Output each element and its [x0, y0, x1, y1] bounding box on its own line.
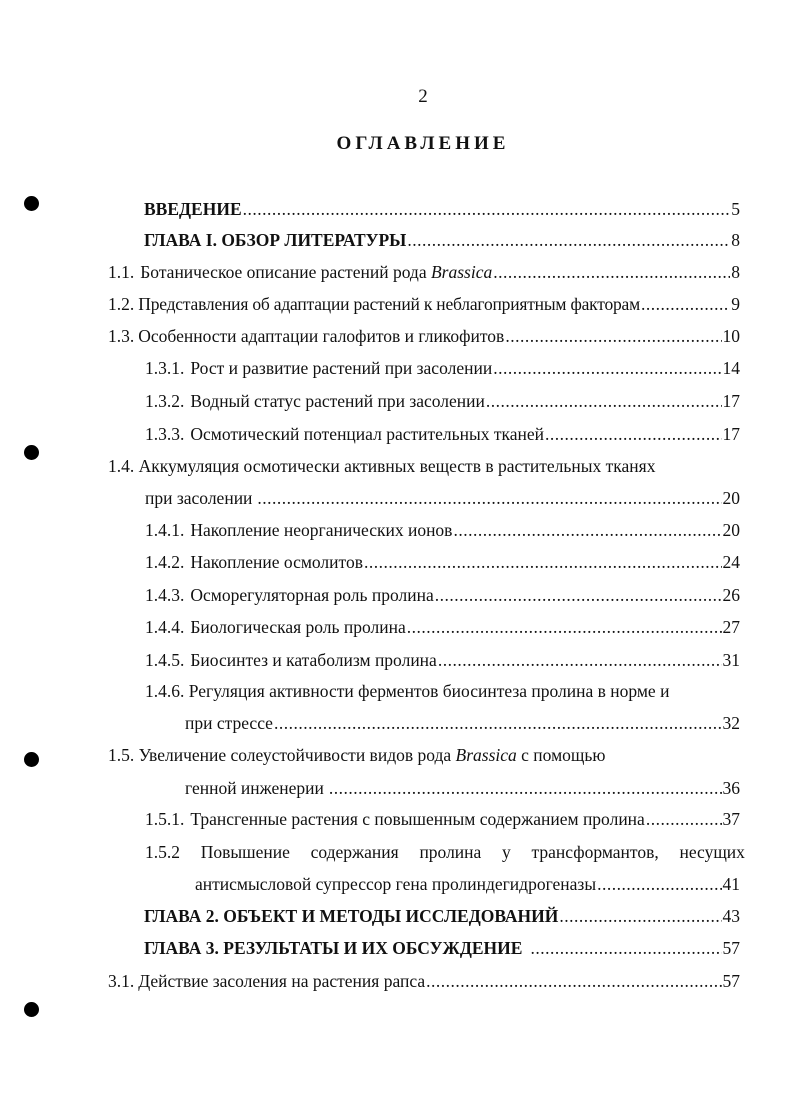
toc-entry-1-3 [108, 325, 740, 347]
toc-entry-word: у [502, 842, 511, 862]
toc-entry-number: 1.2. [108, 294, 135, 314]
toc-entry-text: ГЛАВА I. ОБЗОР ЛИТЕРАТУРЫ [144, 230, 407, 250]
toc-entry-text: ВВЕДЕНИЕ [144, 199, 242, 219]
toc-entry-text: Рост и развитие растений при засолении [190, 358, 493, 378]
toc-entry-1-5-2 [145, 841, 745, 863]
toc-entry-text: Накопление неорганических ионов [190, 520, 453, 540]
toc-entry-text: ГЛАВА 3. РЕЗУЛЬТАТЫ И ИХ ОБСУЖДЕНИЕ [144, 938, 523, 958]
toc-page-number: 14 [722, 358, 740, 378]
dot-leader [435, 584, 722, 606]
toc-page-number: 41 [722, 874, 740, 894]
toc-entry-1-5 [108, 744, 605, 766]
toc-entry-number: 1.3.3. [145, 424, 185, 444]
toc-entry-italic: Brassica [455, 745, 517, 765]
toc-entry-1-4 [108, 455, 655, 477]
dot-leader [530, 937, 721, 959]
toc-page-number: 17 [722, 424, 740, 444]
toc-entry-text: Биологическая роль пролина [190, 617, 406, 637]
toc-entry-word: пролина [419, 842, 482, 862]
toc-entry-1-4-3 [145, 584, 740, 606]
toc-entry-text: Аккумуляция осмотически активных веществ в растительных тканях [138, 456, 656, 476]
toc-entry-number: 1.4.6. [145, 681, 185, 701]
dot-leader [438, 649, 722, 671]
toc-entry-text: Ботаническое описание растений рода [140, 262, 431, 282]
toc-entry-1-4-1 [145, 519, 740, 541]
toc-entry-number: 1.4. [108, 456, 135, 476]
dot-leader [243, 198, 731, 220]
toc-entry-3-1 [108, 970, 740, 992]
dot-leader [641, 293, 730, 315]
toc-entry-1-4-6 [145, 680, 669, 702]
toc-entry-text: Водный статус растений при засолении [190, 391, 485, 411]
toc-entry-1-3-2 [145, 390, 740, 412]
dot-leader [407, 229, 730, 251]
dot-leader [426, 970, 721, 992]
dot-leader [559, 905, 721, 927]
dot-leader [329, 777, 722, 799]
toc-entry-number: 1.4.4. [145, 617, 185, 637]
dot-leader [493, 261, 730, 283]
toc-page-number: 9 [731, 294, 740, 314]
toc-entry-number: 1.1. [108, 262, 135, 282]
binder-hole-2 [24, 445, 39, 460]
toc-entry-1-4-6-continuation [185, 712, 740, 734]
dot-leader [453, 519, 721, 541]
toc-entry-introduction [144, 198, 740, 220]
toc-entry-text: с помощью [516, 745, 606, 765]
dot-leader [493, 357, 721, 379]
toc-entry-text: Регуляция активности ферментов биосинтеза пролина в норме и [188, 681, 670, 701]
dot-leader [545, 423, 721, 445]
toc-entry-word: несущих [679, 842, 745, 862]
toc-entry-1-5-1 [145, 808, 740, 830]
toc-page-number: 5 [731, 199, 740, 219]
toc-entry-number: 1.3. [108, 326, 135, 346]
toc-page-number: 36 [722, 778, 740, 798]
toc-entry-number: 1.5. [108, 745, 135, 765]
toc-page-number: 57 [722, 971, 740, 991]
toc-entry-text: Трансгенные растения с повышенным содержанием пролина [190, 809, 645, 829]
binder-hole-4 [24, 1002, 39, 1017]
toc-page-number: 26 [722, 585, 740, 605]
toc-page-number: 37 [722, 809, 740, 829]
toc-entry-chapter-2 [144, 905, 740, 927]
toc-entry-text: Осмотический потенциал растительных тканей [190, 424, 545, 444]
toc-page-number: 32 [722, 713, 740, 733]
toc-entry-number: 1.4.2. [145, 552, 185, 572]
page-number: 2 [418, 86, 428, 107]
toc-page-number: 17 [722, 391, 740, 411]
toc-page-number: 24 [722, 552, 740, 572]
dot-leader [597, 873, 721, 895]
toc-entry-text: антисмысловой супрессор гена пролиндегидрогеназы [195, 874, 597, 894]
toc-entry-text: генной инженерии [185, 778, 324, 798]
toc-entry-1-4-4 [145, 616, 740, 638]
toc-entry-number: 1.3.2. [145, 391, 185, 411]
toc-entry-1-2 [108, 293, 740, 315]
toc-page-number: 57 [722, 938, 740, 958]
toc-entry-number: 1.5.2 [145, 842, 180, 862]
toc-entry-text: Особенности адаптации галофитов и гликофитов [138, 326, 505, 346]
dot-leader [257, 487, 721, 509]
toc-entry-text: при засолении [145, 488, 253, 508]
toc-entry-text: Увеличение солеустойчивости видов рода [138, 745, 456, 765]
toc-entry-text: Биосинтез и катаболизм пролина [190, 650, 437, 670]
toc-entry-text: при стрессе [185, 713, 273, 733]
toc-page-number: 20 [722, 488, 740, 508]
toc-entry-1-3-3 [145, 423, 740, 445]
toc-entry-word: трансформантов, [531, 842, 659, 862]
toc-entry-number: 3.1. [108, 971, 135, 991]
toc-entry-1-3-1 [145, 357, 740, 379]
toc-page-number: 10 [722, 326, 740, 346]
toc-entry-number: 1.5.1. [145, 809, 185, 829]
toc-entry-1-4-continuation [145, 487, 740, 509]
toc-entry-1-5-continuation [185, 777, 740, 799]
toc-entry-1-4-2 [145, 551, 740, 573]
toc-entry-text: Представления об адаптации растений к неблагоприятным факторам [138, 294, 640, 314]
toc-page-number: 20 [722, 520, 740, 540]
dot-leader [364, 551, 722, 573]
toc-entry-number: 1.4.5. [145, 650, 185, 670]
toc-entry-number: 1.4.3. [145, 585, 185, 605]
toc-entry-italic: Brassica [430, 262, 493, 282]
toc-page-number: 31 [722, 650, 740, 670]
dot-leader [274, 712, 722, 734]
toc-entry-text: ГЛАВА 2. ОБЪЕКТ И МЕТОДЫ ИССЛЕДОВАНИЙ [144, 906, 559, 926]
toc-entry-1-5-2-continuation [195, 873, 740, 895]
toc-entry-text: Действие засоления на растения рапса [138, 971, 426, 991]
page-title: ОГЛАВЛЕНИЕ [336, 133, 510, 154]
binder-hole-1 [24, 196, 39, 211]
toc-entry-text: Осморегуляторная роль пролина [190, 585, 434, 605]
dot-leader [486, 390, 722, 412]
toc-entry-1-1 [108, 261, 740, 283]
toc-entry-text: Накопление осмолитов [190, 552, 363, 572]
toc-entry-number: 1.3.1. [145, 358, 185, 378]
dot-leader [407, 616, 722, 638]
binder-hole-3 [24, 752, 39, 767]
toc-page-number: 27 [722, 617, 740, 637]
toc-entry-word: содержания [310, 842, 399, 862]
toc-entry-number: 1.4.1. [145, 520, 185, 540]
toc-entry-word: Повышение [200, 842, 290, 862]
dot-leader [646, 808, 722, 830]
toc-entry-chapter-3 [144, 937, 740, 959]
toc-page-number: 8 [731, 262, 740, 282]
toc-page-number: 8 [731, 230, 740, 250]
toc-entry-1-4-5 [145, 649, 740, 671]
toc-page-number: 43 [722, 906, 740, 926]
toc-entry-chapter-1 [144, 229, 740, 251]
dot-leader [505, 325, 721, 347]
